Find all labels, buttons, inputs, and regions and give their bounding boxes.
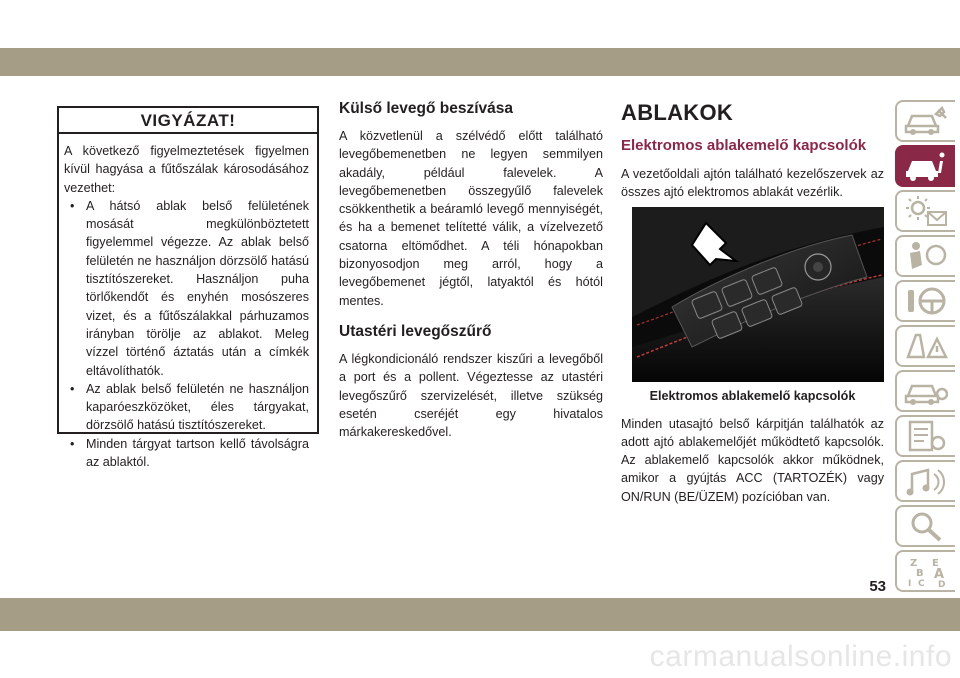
window-switch-illustration — [632, 207, 884, 382]
tab-starting-operating[interactable] — [895, 280, 955, 322]
svg-text:D: D — [938, 580, 946, 588]
section-title: ABLAKOK — [621, 100, 734, 125]
section-subtitle: Elektromos ablakemelő kapcsolók — [621, 137, 867, 154]
warning-bullet: • Az ablak belső felületén ne használjon kaparóeszközöket, éles tárgyakat, dörzsölő hatású tisztítószereket. — [64, 380, 309, 435]
multimedia-icon — [904, 464, 948, 498]
warning-bullet: • Minden tárgyat tartson kellő távolságra az ablaktól. — [64, 435, 309, 472]
tab-multimedia[interactable] — [895, 460, 955, 502]
tab-servicing[interactable] — [895, 370, 955, 412]
warning-intro: A következő figyelmeztetések figyelmen kívül hagyása a fűtőszálak károsodásához vezethet: — [64, 144, 309, 195]
column-3 — [621, 99, 884, 506]
paragraph-cabin-filter: A légkondicionáló rendszer kiszűri a levegőből a port és a pollent. Végeztesse az utastéri levegőszűrő szervizelését, illetve szükség esetén cseréjét egy hivatalos márkakereskedővel. — [339, 351, 603, 440]
specifications-icon — [904, 419, 948, 453]
tab-emergency[interactable] — [895, 325, 955, 367]
tab-index[interactable] — [895, 550, 955, 592]
paragraph-air-intake: A közvetlenül a szélvédő előtt található levegőbemenetben ne legyen semmilyen akadály, például falevelek. A levegőbemenetben összegyűlő falevelek csökkenthetik a beáramló levegő mennyiségét, és ha a bemenet telítetté válik, a vízelvezető csatorna eltömődhet. A téli hónapokban bizonyosodjon meg arról, hogy a levegőbemenet jégtől, latyaktól és hótól mentes. — [339, 129, 603, 308]
roadside-icon — [904, 329, 948, 363]
watermark: carmanualsonline.info — [649, 640, 952, 673]
car-service-icon — [904, 374, 948, 408]
page-number: 53 — [869, 578, 886, 595]
paragraph-passenger-switches: Minden utasajtó belső kárpitján találhatók az adott ajtó ablakemelőjét működtető kapcsolók. Az ablakemelő kapcsolók akkor működnek, amikor a gyújtás ACC (TARTOZÉK) vagy ON/RUN (BE/ÜZEM) pozícióban van. — [621, 416, 884, 504]
top-band — [0, 48, 960, 76]
warning-light-icon — [904, 194, 948, 228]
tab-technical-specs[interactable] — [895, 415, 955, 457]
chapter-sidebar — [895, 100, 955, 595]
tab-car-tools[interactable] — [895, 100, 955, 142]
svg-text:E: E — [932, 558, 939, 569]
tab-car-info[interactable] — [895, 145, 955, 187]
window-switch-photo — [632, 207, 884, 382]
heading-air-intake: Külső levegő beszívása — [339, 100, 514, 117]
car-info-icon — [904, 149, 948, 183]
svg-text:A: A — [934, 567, 945, 582]
svg-text:I: I — [908, 579, 912, 588]
warning-bullet: • A hátsó ablak belső felületének mosását megkülönböztetett figyelemmel végezze. Az ablak belső felületén ne használjon dörzsölő hatású tisztítószereket. Használjon puha törlőkendőt és enyhén mosószeres vizet, és a fűtőszálakkal párhuzamos irányban törölje az ablakot. Meleg vízzel történő áztatás után a címkék eltávolíthatók. — [64, 197, 309, 380]
column-2 — [339, 99, 603, 441]
airbag-icon — [904, 239, 948, 273]
tab-warning-lights[interactable] — [895, 190, 955, 232]
search-icon — [904, 509, 948, 543]
paragraph-driver-controls: A vezetőoldali ajtón található kezelőszervek az összes ajtó elektromos ablakát vezérlik. — [621, 167, 884, 200]
svg-text:Z: Z — [910, 558, 918, 569]
warning-title: VIGYÁZAT! — [59, 108, 317, 134]
photo-caption: Elektromos ablakemelő kapcsolók — [649, 388, 856, 403]
warning-box — [57, 106, 319, 470]
tab-search[interactable] — [895, 505, 955, 547]
steering-wheel-icon — [904, 284, 948, 318]
car-tools-icon — [904, 104, 948, 138]
svg-text:C: C — [918, 579, 925, 588]
warning-bullets — [64, 197, 309, 471]
svg-text:B: B — [916, 568, 924, 579]
bottom-band — [0, 598, 960, 631]
heading-cabin-filter: Utastéri levegőszűrő — [339, 322, 492, 340]
tab-safety[interactable] — [895, 235, 955, 277]
index-icon — [904, 554, 948, 588]
